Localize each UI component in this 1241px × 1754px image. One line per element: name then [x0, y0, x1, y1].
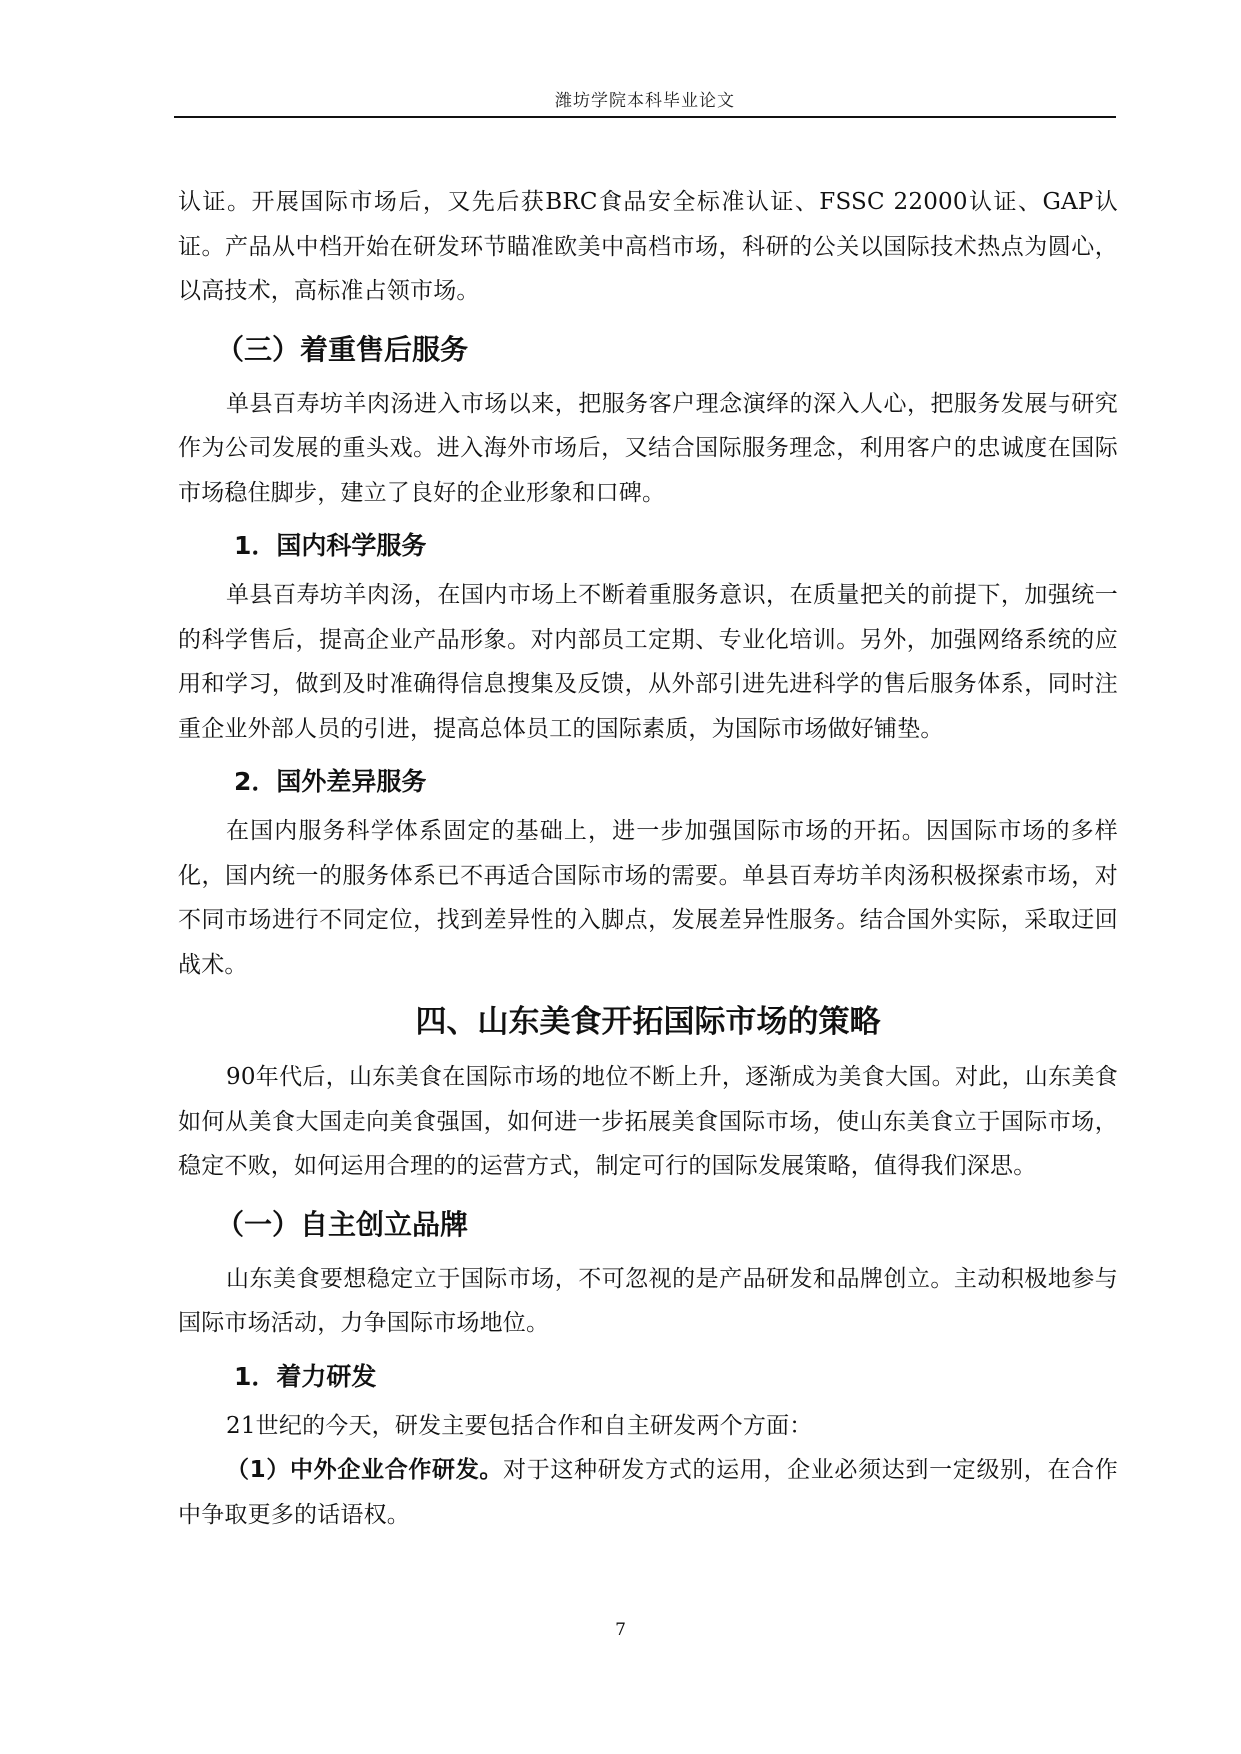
paragraph-1: 认证。开展国际市场后，又先后获BRC食品安全标准认证、FSSC 22000认证、GAP认证。产品从中档开始在研发环节瞄准欧美中高档市场，科研的公关以国际技术热点为圆心，以高技术，高标准占领市场。 — [178, 189, 1118, 304]
subsection-heading-research: 1．着力研发 — [234, 1361, 377, 1391]
subsection-heading-domestic-service: 1．国内科学服务 — [234, 531, 427, 560]
paragraph-6: 山东美食要想稳定立于国际市场，不可忽视的是产品研发和品牌创立。主动积极地参与国际市场活动，力争国际市场地位。 — [178, 1265, 1118, 1336]
chapter-heading-4: 四、山东美食开拓国际市场的策略 — [415, 1004, 881, 1040]
paragraph-5: 90年代后，山东美食在国际市场的地位不断上升，逐渐成为美食大国。对此，山东美食如何从美食大国走向美食强国，如何进一步拓展美食国际市场，使山东美食立于国际市场，稳定不败，如何运用合理的的运营方式，制定可行的国际发展策略，值得我们深思。 — [178, 1064, 1118, 1179]
section-heading-brand: （一）自主创立品牌 — [216, 1207, 469, 1241]
page-body — [178, 180, 1118, 1537]
paragraph-8 — [178, 1448, 1118, 1537]
header-rule — [174, 116, 1116, 118]
paragraph-7: 21世纪的今天，研发主要包括合作和自主研发两个方面： — [226, 1412, 813, 1439]
paragraph-8-lead: （1）中外企业合作研发。 — [226, 1457, 504, 1483]
paragraph-4: 在国内服务科学体系固定的基础上，进一步加强国际市场的开拓。因国际市场的多样化，国内统一的服务体系已不再适合国际市场的需要。单县百寿坊羊肉汤积极探索市场，对不同市场进行不同定位，找到差异性的入脚点，发展差异性服务。结合国外实际，采取迂回战术。 — [178, 818, 1118, 978]
subsection-heading-foreign-service: 2．国外差异服务 — [234, 767, 427, 796]
paragraph-3: 单县百寿坊羊肉汤，在国内市场上不断着重服务意识，在质量把关的前提下，加强统一的科学售后，提高企业产品形象。对内部员工定期、专业化培训。另外，加强网络系统的应用和学习，做到及时准确得信息搜集及反馈，从外部引进先进科学的售后服务体系，同时注重企业外部人员的引进，提高总体员工的国际素质，为国际市场做好铺垫。 — [178, 582, 1118, 742]
section-heading-3: （三）着重售后服务 — [216, 332, 469, 366]
paragraph-2: 单县百寿坊羊肉汤进入市场以来，把服务客户理念演绎的深入人心，把服务发展与研究作为公司发展的重头戏。进入海外市场后，又结合国际服务理念，利用客户的忠诚度在国际市场稳住脚步，建立了良好的企业形象和口碑。 — [178, 390, 1118, 506]
paragraph-8-body: 对于这种研发方式的运用，企业必须达到一定级别，在合作中争取更多的话语权。 — [178, 1457, 1118, 1528]
page-header-title: 潍坊学院本科毕业论文 — [555, 91, 735, 111]
page-number: 7 — [615, 1620, 626, 1640]
